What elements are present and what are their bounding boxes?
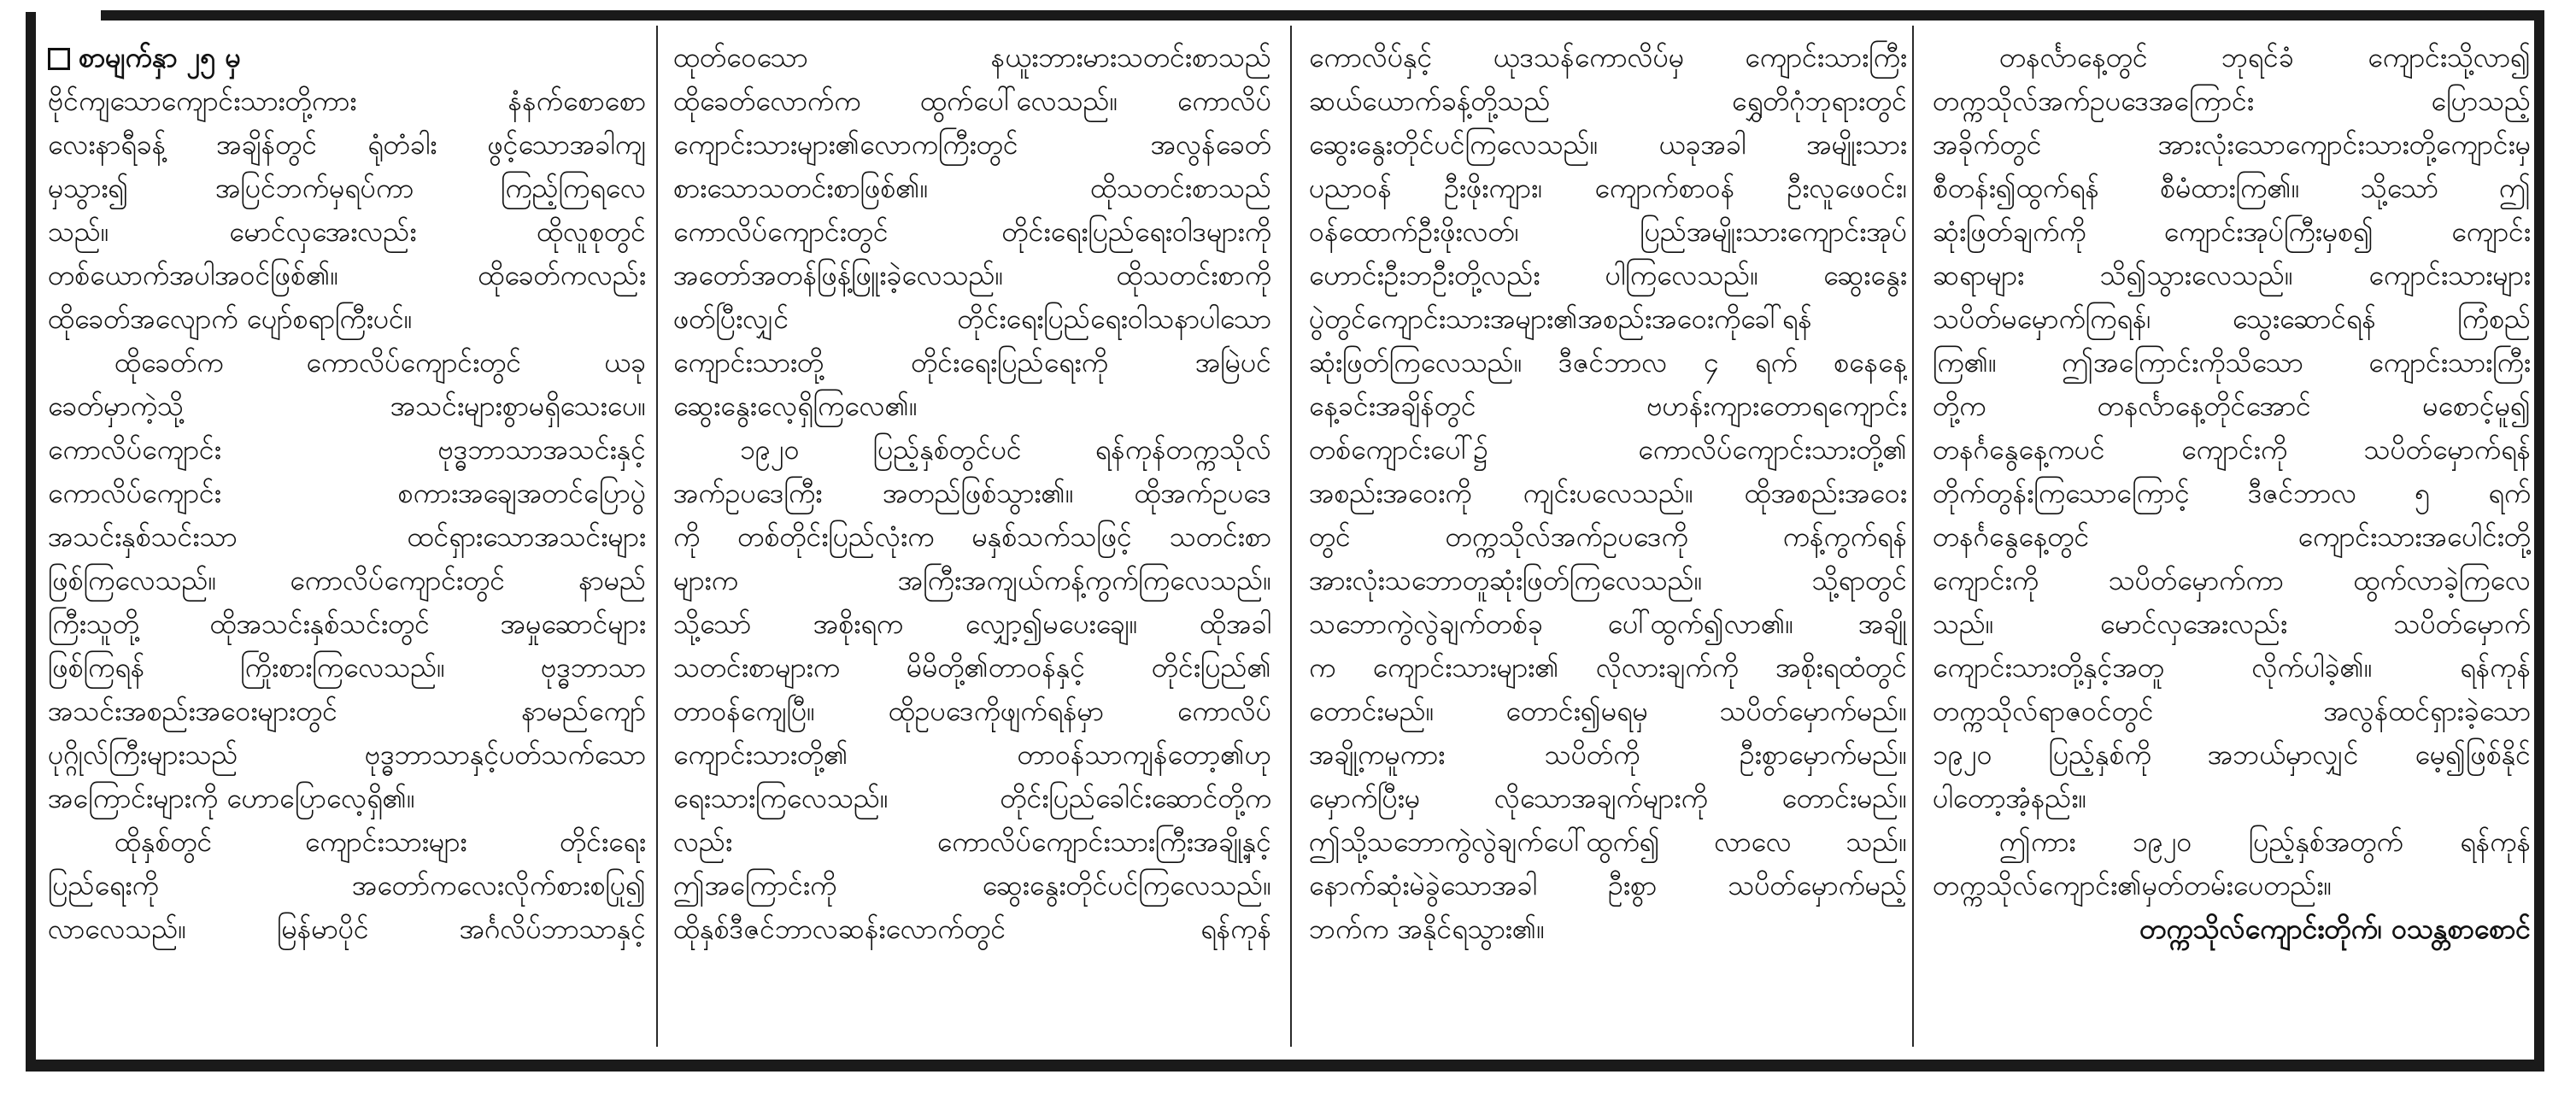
- text-line: ဘက်က အနိုင်ရသွား၏။: [1309, 913, 1546, 945]
- text-line: ဟောင်းဦးဘဦးတို့လည်း ပါကြလေသည်။ ဆွေးနွေး: [1309, 259, 1907, 291]
- text-line: ဝန်ထောက်ဦးဖိုးလတ်၊ ပြည်အမျိုးသားကျောင်းအုပ်: [1309, 215, 1907, 248]
- text-line: တက္ကသိုလ်ရာဇဝင်တွင် အလွန်ထင်ရှားခဲ့သော: [1933, 695, 2531, 727]
- text-line: သည်။ မောင်လှအေးလည်း ထိုလူစုတွင်: [48, 215, 646, 248]
- text-line: တနင်္ဂနွေနေ့တွင် ကျောင်းသားအပေါင်းတို့: [1933, 520, 2531, 553]
- text-line: မှသွား၍ အပြင်ဘက်မှရပ်ကာ ကြည့်ကြရလေ: [48, 172, 646, 204]
- text-line: အသင်းနှစ်သင်းသာ ထင်ရှားသောအသင်းများ: [48, 520, 646, 553]
- text-line: တစ်ယောက်အပါအဝင်ဖြစ်၏။ ထိုခေတ်ကလည်း: [48, 259, 646, 291]
- text-line: ဆရာများ သိ၍သွားလေသည်။ ကျောင်းသားများ: [1933, 259, 2531, 291]
- text-line: တိုက်တွန်းကြသောကြောင့် ဒီဇင်ဘာလ ၅ ရက်: [1933, 477, 2531, 509]
- text-line: ကျောင်းသားတို့ တိုင်းရေးပြည်ရေးကို အမြဲပင်: [673, 346, 1271, 379]
- text-line: ကျောင်းကို သပိတ်မှောက်ကာ ထွက်လာခဲ့ကြလေ: [1933, 564, 2531, 596]
- continued-from-text: စာမျက်နှာ ၂၅ မှ: [79, 41, 241, 73]
- text-line: ဆွေးနွေးလေ့ရှိကြလေ၏။: [673, 390, 918, 422]
- text-line: များက အကြီးအကျယ်ကန့်ကွက်ကြလေသည်။: [673, 564, 1271, 596]
- text-line: အစည်းအဝေးကို ကျင်းပလေသည်။ ထိုအစည်းအဝေး: [1309, 477, 1907, 509]
- text-line: ကောလိပ်နှင့် ယုဒသန်ကောလိပ်မှ ကျောင်းသားကြီး: [1309, 41, 1907, 73]
- text-line: ခေတ်မှာကဲ့သို့ အသင်းများစွာမရှိသေးပေ။: [48, 390, 646, 422]
- text-line: လေးနာရီခန့် အချိန်တွင် ရုံတံခါး ဖွင့်သောအခါကျ: [48, 128, 646, 161]
- text-column-3: [1309, 36, 1907, 1040]
- text-line: ဤသို့သဘောကွဲလွဲချက်ပေါ်ထွက်၍ လာလေ သည်။: [1309, 825, 1907, 858]
- text-line: ထိုခေတ်လောက်က ထွက်ပေါ်လေသည်။ ကောလိပ်: [673, 85, 1271, 117]
- text-line: အတော်အတန်ဖြန့်ဖြူးခဲ့လေသည်။ ထိုသတင်းစာကို: [673, 259, 1271, 291]
- text-line: လာလေသည်။ မြန်မာပိုင် အင်္ဂလိပ်ဘာသာနှင့်: [48, 913, 646, 945]
- text-line: က ကျောင်းသားများ၏ လိုလားချက်ကို အစိုးရထံတွင်: [1309, 651, 1907, 684]
- text-line: တနင်္ဂနွေနေ့ကပင် ကျောင်းကို သပိတ်မှောက်ရန်: [1933, 433, 2531, 466]
- text-line: သည်။ မောင်လှအေးလည်း သပိတ်မှောက်: [1933, 608, 2531, 640]
- text-line: ဤကား ၁၉၂၀ ပြည့်နှစ်အတွက် ရန်ကုန်: [1999, 825, 2531, 858]
- text-line: ဤအကြောင်းကို ဆွေးနွေးတိုင်ပင်ကြလေသည်။: [673, 869, 1271, 901]
- text-line: ဆယ်ယောက်ခန့်တို့သည် ရွှေတိဂုံဘုရားတွင်: [1309, 85, 1907, 117]
- text-line: ၁၉၂၀ ပြည့်နှစ်ကို အဘယ်မှာလျှင် မေ့၍ဖြစ်နိုင်: [1933, 738, 2531, 771]
- text-line: သို့သော် အစိုးရက လျှော့၍မပေးချေ။ ထိုအခါ: [673, 608, 1271, 640]
- text-line: လည်း ကောလိပ်ကျောင်းသားကြီးအချို့နှင့်: [673, 825, 1271, 858]
- text-line: အသင်းအစည်းအဝေးများတွင် နာမည်ကျော်: [48, 695, 646, 727]
- text-line: ကျောင်းသားများ၏လောကကြီးတွင် အလွန်ခေတ်: [673, 128, 1271, 161]
- column-divider: [656, 26, 658, 1047]
- text-line: ကြ၏။ ဤအကြောင်းကိုသိသော ကျောင်းသားကြီး: [1933, 346, 2531, 379]
- text-line: နေ့ခင်းအချိန်တွင် ဗဟန်းကျားတောရကျောင်း: [1309, 390, 1907, 422]
- text-line: တက္ကသိုလ်အက်ဥပဒေအကြောင်း ပြောသည့်: [1933, 85, 2531, 117]
- text-line: ဆွေးနွေးတိုင်ပင်ကြလေသည်။ ယခုအခါ အမျိုးသား: [1309, 128, 1907, 161]
- text-line: ရေးသားကြလေသည်။ တိုင်းပြည်ခေါင်းဆောင်တို့က: [673, 782, 1271, 814]
- text-line: တို့က တနင်္လာနေ့တိုင်အောင် မစောင့်မူ၍: [1933, 390, 2531, 422]
- text-line: ဖြစ်ကြလေသည်။ ကောလိပ်ကျောင်းတွင် နာမည်: [48, 564, 646, 596]
- text-line: ၁၉၂၀ ပြည့်နှစ်တွင်ပင် ရန်ကုန်တက္ကသိုလ်: [740, 433, 1271, 466]
- square-bullet-icon: [48, 48, 70, 70]
- text-line: ပညာဝန် ဦးဖိုးကျား၊ ကျောက်စာဝန် ဦးလူဖေဝင်း၊: [1309, 172, 1907, 204]
- text-line: ကျောင်းသားတို့၏ တာဝန်သာကျန်တော့၏ဟု: [673, 738, 1271, 771]
- text-line: ထိုခေတ်က ကောလိပ်ကျောင်းတွင် ယခု: [114, 346, 646, 379]
- text-line: သတင်းစာများက မိမိတို့၏တာဝန်နှင့် တိုင်းပြည်၏: [673, 651, 1271, 684]
- text-line: အားလုံးသဘောတူဆုံးဖြတ်ကြလေသည်။ သို့ရာတွင်: [1309, 564, 1907, 596]
- text-line: တွင် တက္ကသိုလ်အက်ဥပဒေကို ကန့်ကွက်ရန်: [1309, 520, 1907, 553]
- column-divider: [1290, 26, 1292, 1047]
- article-signature: တက္ကသိုလ်ကျောင်းတိုက်၊ ဝသန္တစာစောင်: [2139, 913, 2531, 945]
- continued-from-heading: [48, 36, 646, 79]
- text-column-1: [48, 36, 646, 1040]
- text-line: ကို တစ်တိုင်းပြည်လုံးက မနှစ်သက်သဖြင့် သတင်းစာ: [673, 520, 1271, 553]
- text-line: ကြီးသူတို့ ထိုအသင်းနှစ်သင်းတွင် အမှုဆောင်များ: [48, 608, 646, 640]
- text-line: နောက်ဆုံးမဲခွဲသောအခါ ဦးစွာ သပိတ်မှောက်မည့်: [1309, 869, 1907, 901]
- text-column-2: [673, 36, 1271, 1040]
- text-line: ပုဂ္ဂိုလ်ကြီးများသည် ဗုဒ္ဓဘာသာနှင့်ပတ်သက်သော: [48, 738, 646, 771]
- text-line: ကောလိပ်ကျောင်း ဗုဒ္ဓဘာသာအသင်းနှင့်: [48, 433, 646, 466]
- text-line: အခိုက်တွင် အားလုံးသောကျောင်းသားတို့ကျောင်းမှ: [1933, 128, 2531, 161]
- text-line: ကျောင်းသားတို့နှင့်အတူ လိုက်ပါခဲ့၏။ ရန်ကုန်: [1933, 651, 2531, 684]
- text-line: မှောက်ပြီးမှ လိုသောအချက်များကို တောင်းမည်။: [1309, 782, 1907, 814]
- text-line: ဗိုင်ကျသောကျောင်းသားတို့ကား နံနက်စောစော: [48, 85, 646, 117]
- text-line: ကောလိပ်ကျောင်း စကားအချေအတင်ပြောပွဲ: [48, 477, 646, 509]
- text-line: တာဝန်ကျေပြီ။ ထိုဥပဒေကိုဖျက်ရန်မှာ ကောလိပ်: [673, 695, 1271, 727]
- text-line: တနင်္လာနေ့တွင် ဘုရင်ခံ ကျောင်းသို့လာ၍: [1999, 41, 2531, 73]
- text-line: သပိတ်မမှောက်ကြရန်၊ သွေးဆောင်ရန် ကြံစည်: [1933, 302, 2531, 335]
- text-line: ဆုံးဖြတ်ကြလေသည်။ ဒီဇင်ဘာလ ၄ ရက် စနေနေ့: [1309, 346, 1907, 379]
- text-line: တစ်ကျောင်းပေါ်၌ ကောလိပ်ကျောင်းသားတို့၏: [1309, 433, 1907, 466]
- text-line: ကောလိပ်ကျောင်းတွင် တိုင်းရေးပြည်ရေးဝါဒများကို: [673, 215, 1271, 248]
- text-line: ဆုံးဖြတ်ချက်ကို ကျောင်းအုပ်ကြီးမှစ၍ ကျောင်း: [1933, 215, 2531, 248]
- text-line: ပွဲတွင်ကျောင်းသားအများ၏အစည်းအဝေးကိုခေါ်ရန်: [1309, 302, 1812, 335]
- text-line: ဖြစ်ကြရန် ကြိုးစားကြလေသည်။ ဗုဒ္ဓဘာသာ: [48, 651, 646, 684]
- text-line: တက္ကသိုလ်ကျောင်း၏မှတ်တမ်းပေတည်း။: [1933, 869, 2332, 901]
- text-line: ပြည်ရေးကို အတော်ကလေးလိုက်စားစပြု၍: [48, 869, 646, 901]
- text-line: ဖတ်ပြီးလျှင် တိုင်းရေးပြည်ရေးဝါသနာပါသော: [673, 302, 1271, 335]
- text-line: ထိုခေတ်အလျောက် ပျော်စရာကြီးပင်။: [48, 302, 413, 335]
- column-divider: [1912, 26, 1914, 1047]
- text-line: အချို့ကမူကား သပိတ်ကို ဦးစွာမှောက်မည်။: [1309, 738, 1907, 771]
- text-line: ပါတော့အံ့နည်း။: [1933, 782, 2087, 814]
- text-line: စီတန်း၍ထွက်ရန် စီမံထားကြ၏။ သို့သော် ဤ: [1933, 172, 2531, 204]
- text-line: တောင်းမည်။ တောင်း၍မရမှ သပိတ်မှောက်မည်။: [1309, 695, 1907, 727]
- text-line: ထိုနှစ်ဒီဇင်ဘာလဆန်းလောက်တွင် ရန်ကုန်: [673, 913, 1271, 945]
- text-line: စားသောသတင်းစာဖြစ်၏။ ထိုသတင်းစာသည်: [673, 172, 1271, 204]
- text-line: သဘောကွဲလွဲချက်တစ်ခု ပေါ်ထွက်၍လာ၏။ အချို့: [1309, 608, 1907, 640]
- text-column-4: [1933, 36, 2531, 1040]
- text-line: ထုတ်ဝေသော နယူးဘားမားသတင်းစာသည်: [673, 41, 1271, 73]
- text-line: အက်ဥပဒေကြီး အတည်ဖြစ်သွား၏။ ထိုအက်ဥပဒေ: [673, 477, 1271, 509]
- text-line: ထိုနှစ်တွင် ကျောင်းသားများ တိုင်းရေး: [114, 825, 646, 858]
- text-line: အကြောင်းများကို ဟောပြောလေ့ရှိ၏။: [48, 782, 415, 814]
